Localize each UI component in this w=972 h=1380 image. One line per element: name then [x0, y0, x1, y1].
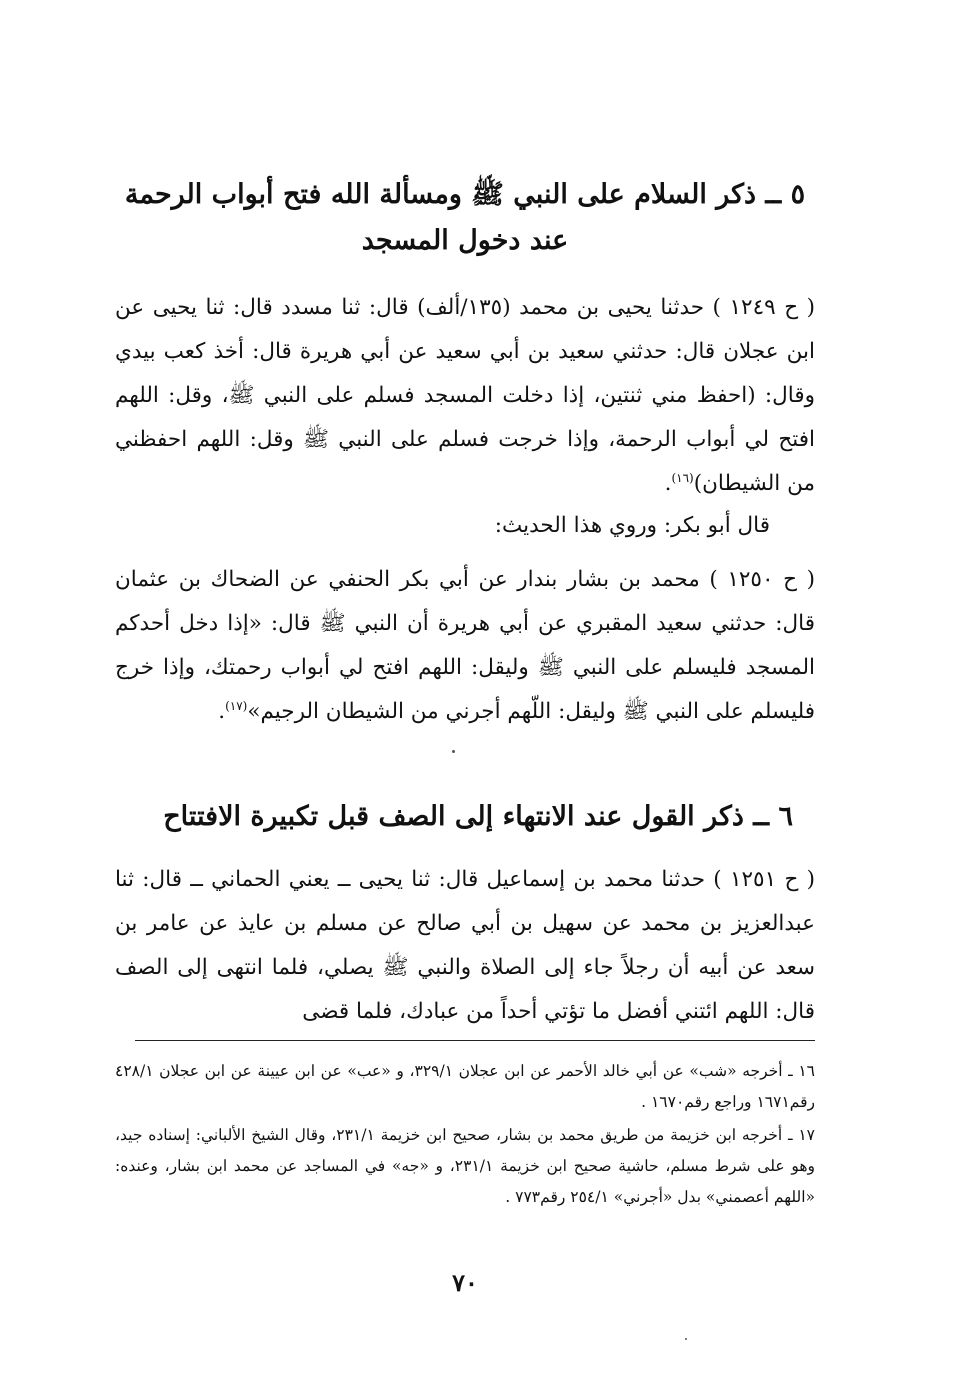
hadith-1249-text: ( ح ١٢٤٩ ) حدثنا يحيى بن محمد (١٣٥/ألف) قال: ثنا مسدد قال: ثنا يحيى عن ابن عجلان قال: حدثني سعيد بن أبي سعيد عن أبي هريرة قال: أخذ كعب بيدي وقال: (احفظ مني ثنتين، إذا دخلت المسجد فسلم على النبي ﷺ، وقل: اللهم افتح لي أبواب الرحمة، وإذا خرجت فسلم على النبي ﷺ وقل: اللهم احفظني من الشيطان): [115, 295, 815, 496]
footnotes-section: [115, 1056, 815, 1215]
scan-speck: [685, 1338, 687, 1340]
document-page: [115, 0, 815, 1380]
hadith-1250-text: ( ح ١٢٥٠ ) محمد بن بشار بندار عن أبي بكر الحنفي عن الضحاك بن عثمان قال: حدثني سعيد المقبري عن أبي هريرة أن النبي ﷺ قال: «إذا دخل أحدكم المسجد فليسلم على النبي ﷺ وليقل: اللهم افتح لي أبواب رحمتك، وإذا خرج فليسلم على النبي ﷺ وليقل: اللّهم أجرني من الشيطان الرجيم»: [115, 567, 815, 724]
abu-bakr-note: قال أبو بكر: وروي هذا الحديث:: [494, 513, 770, 538]
page-number: ٧٠: [452, 1268, 478, 1297]
hadith-1250-paragraph: ( ح ١٢٥٠ ) محمد بن بشار بندار عن أبي بكر الحنفي عن الضحاك بن عثمان قال: حدثني سعيد المقبري عن أبي هريرة أن النبي ﷺ قال: «إذا دخل أحدكم المسجد فليسلم على النبي ﷺ وليقل: اللهم افتح لي أبواب رحمتك، وإذا خرج فليسلم على النبي ﷺ وليقل: اللّهم أجرني من الشيطان الرجيم»$^{(١٧)}$.: [115, 567, 815, 724]
footnote-ref-16[interactable]: (١٦): [671, 470, 694, 485]
footnote-ref-17[interactable]: (١٧): [225, 698, 248, 713]
footnote-divider: [135, 1040, 815, 1041]
hadith-1251-paragraph: ( ح ١٢٥١ ) حدثنا محمد بن إسماعيل قال: ثنا يحيى ــ يعني الحماني ــ قال: ثنا عبدالعزيز بن محمد عن سهيل بن أبي صالح عن مسلم بن عايذ عن عامر بن سعد عن أبيه أن رجلاً جاء إلى الصلاة والنبي ﷺ يصلي، فلما انتهى إلى الصف قال: اللهم ائتني أفضل ما تؤتي أحداً من عبادك، فلما قضى: [115, 867, 815, 1024]
footnote-17: ١٧ ـ أخرجه ابن خزيمة من طريق محمد بن بشار، صحيح ابن خزيمة ٢٣١/١، وقال الشيخ الألباني: إسناده جيد، وهو على شرط مسلم، حاشية صحيح ابن خزيمة ٢٣١/١، و «جه» في المساجد عن محمد ابن بشار، وعنده: «اللهم أعصمني» بدل «أجرني» ٢٥٤/١ رقم٧٧٣ .: [115, 1126, 816, 1206]
hadith-1249-paragraph: ( ح ١٢٤٩ ) حدثنا يحيى بن محمد (١٣٥/ألف) قال: ثنا مسدد قال: ثنا يحيى عن ابن عجلان قال: حدثني سعيد بن أبي سعيد عن أبي هريرة قال: أخذ كعب بيدي وقال: (احفظ مني ثنتين، إذا دخلت المسجد فسلم على النبي ﷺ، وقل: اللهم افتح لي أبواب الرحمة، وإذا خرجت فسلم على النبي ﷺ وقل: اللهم احفظني من الشيطان)$^{(١٦)}$.: [115, 295, 815, 496]
scan-speck: [452, 750, 455, 753]
footnote-16: ١٦ ـ أخرجه «شب» عن أبي خالد الأحمر عن ابن عجلان ٣٢٩/١، و «عب» عن ابن عيينة عن ابن عجلان ٤٢٨/١ رقم١٦٧١ وراجع رقم١٦٧٠ .: [115, 1062, 815, 1111]
section-6-heading: ٦ ــ ذكر القول عند الانتهاء إلى الصف قبل تكبيرة الافتتاح: [163, 801, 793, 832]
section-5-heading: ٥ ــ ذكر السلام على النبي ﷺ ومسألة الله فتح أبواب الرحمة عند دخول المسجد: [124, 179, 806, 256]
